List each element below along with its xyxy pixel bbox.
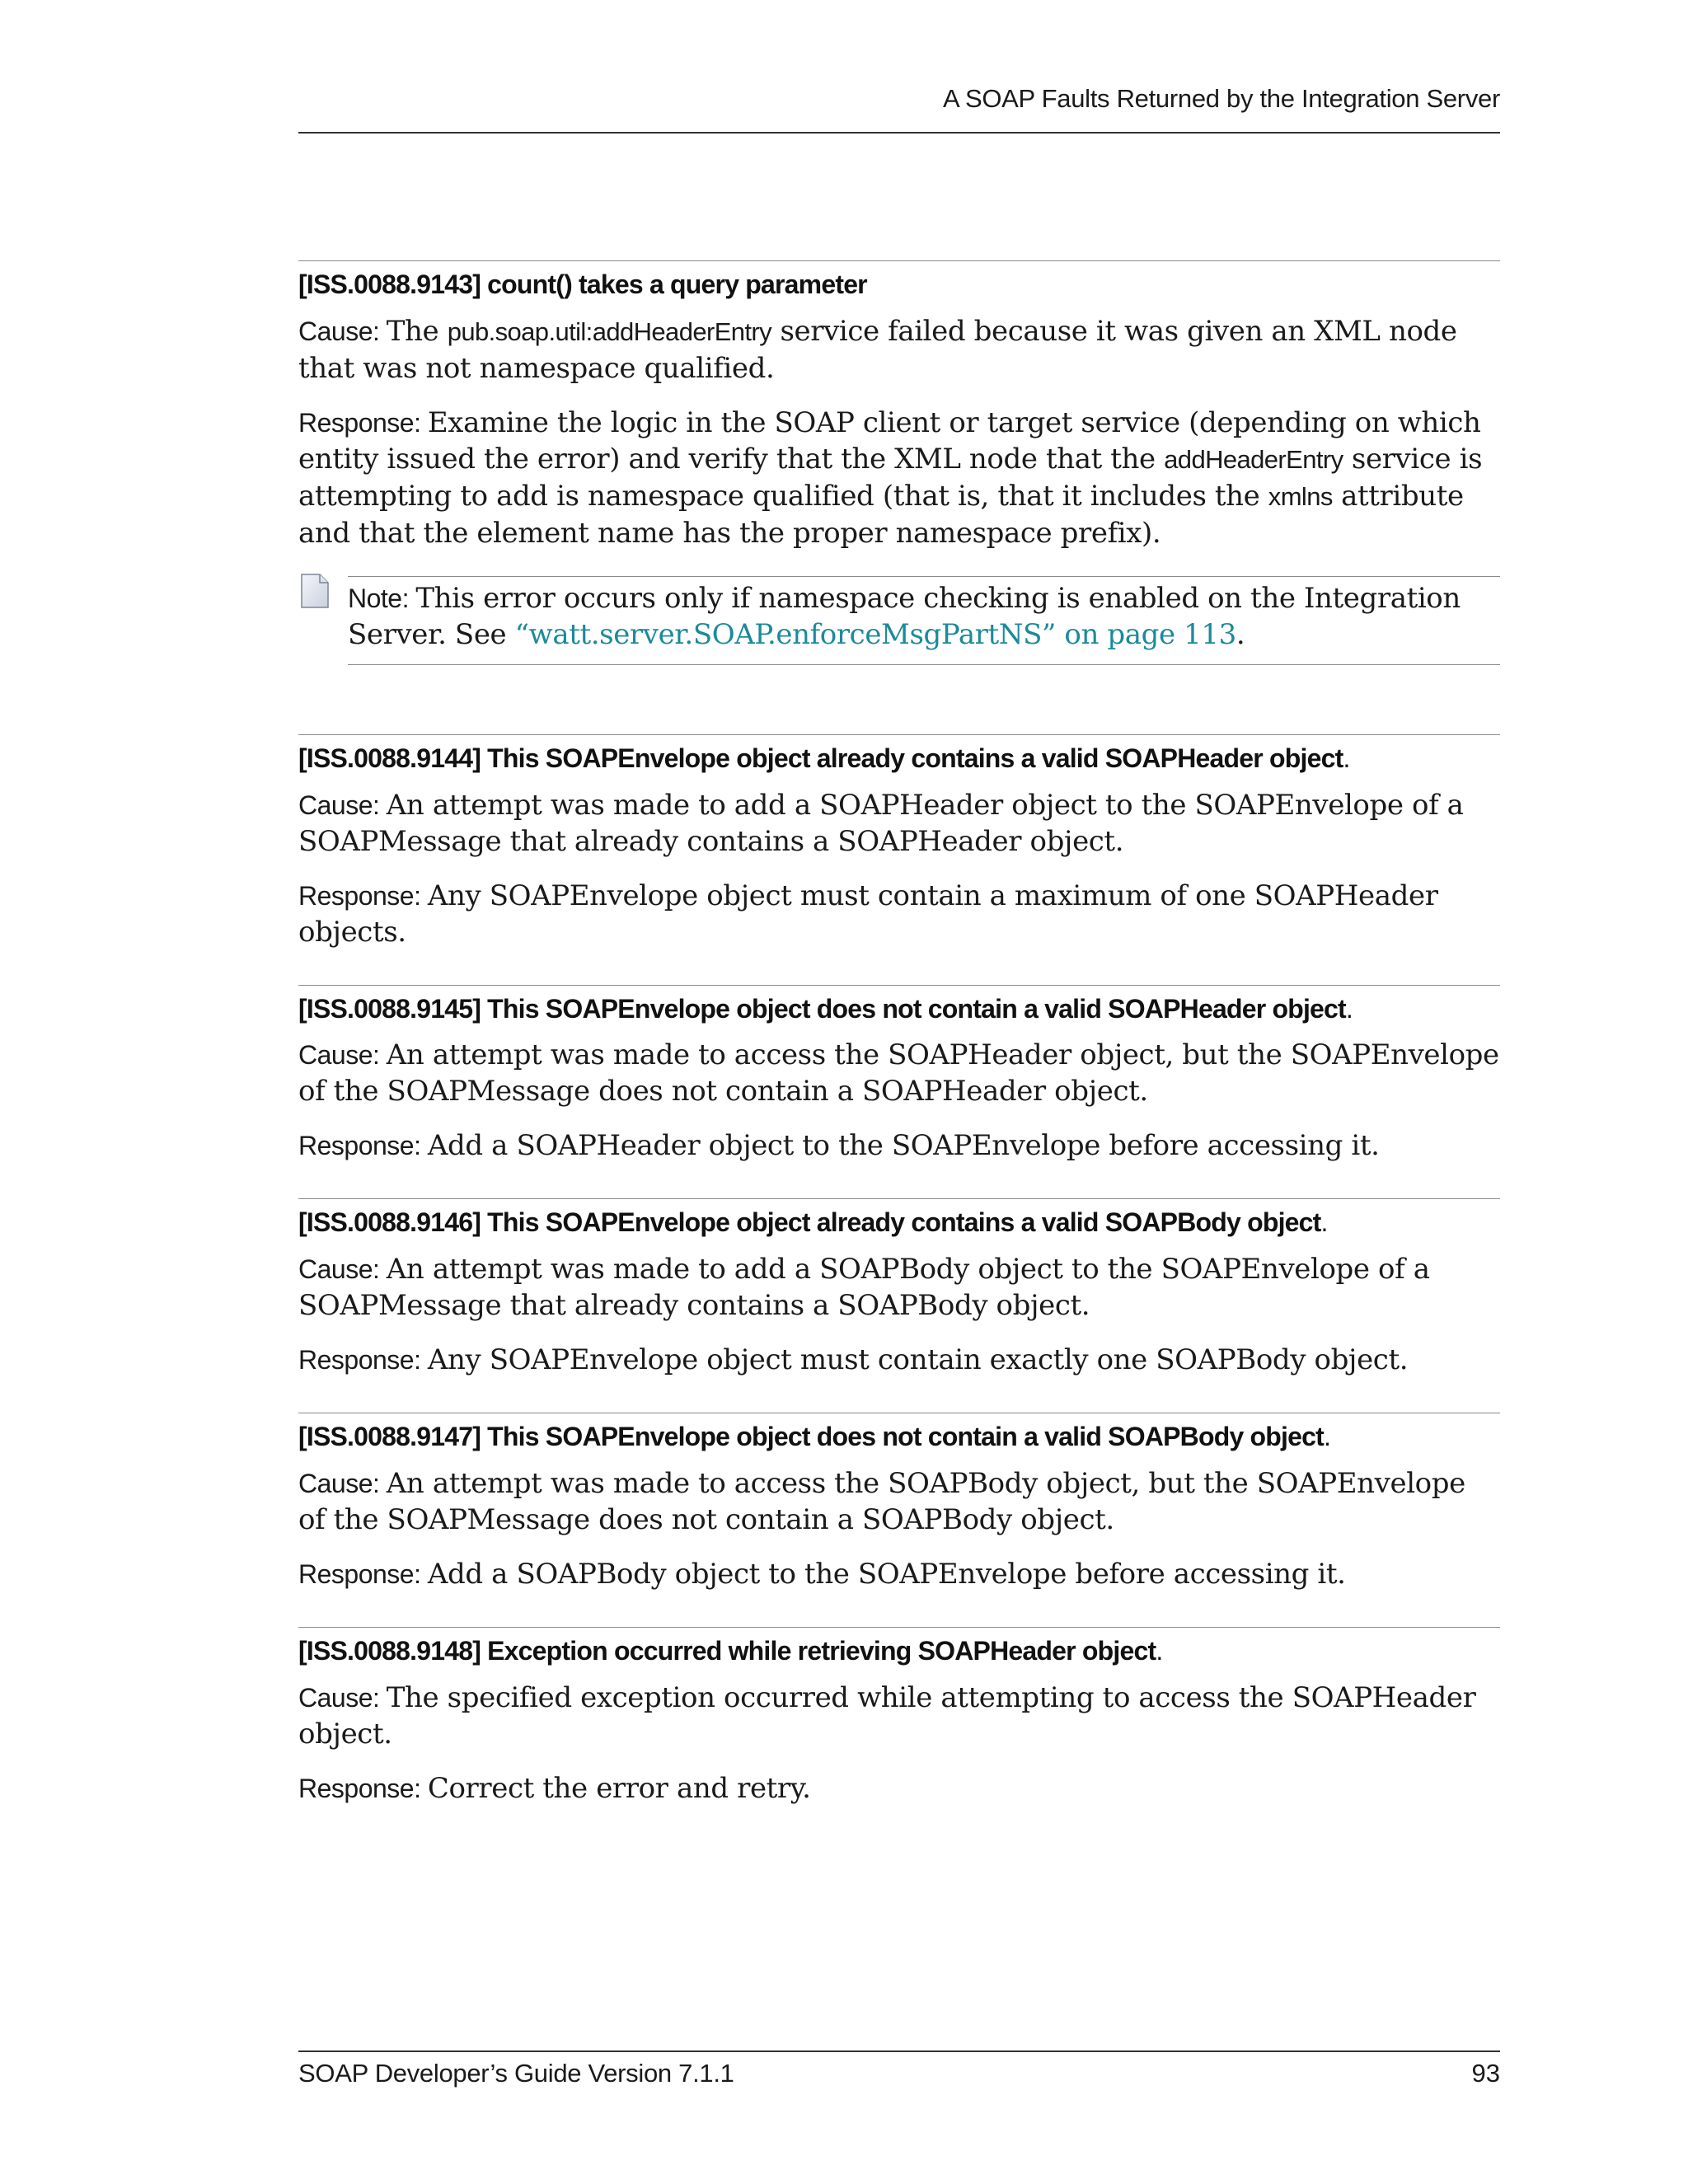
cause-label: Cause [298, 1040, 373, 1071]
cause-paragraph [298, 1037, 1500, 1109]
cause-paragraph [298, 1465, 1500, 1538]
cause-text: An attempt was made to add a SOAPHeader object to the SOAPEnvelope of a SOAPMessage that already contains a SOAPHeader object. [298, 788, 1464, 858]
label-colon: : [414, 1558, 428, 1589]
label-colon: : [373, 790, 387, 820]
error-entry [298, 1413, 1500, 1592]
response-text: Any SOAPEnvelope object must contain a maximum of one SOAPHeader objects. [298, 879, 1438, 949]
response-paragraph [298, 1127, 1500, 1164]
error-title [298, 1204, 1500, 1241]
note-paragraph [348, 580, 1500, 653]
service-name: pub.soap.util:addHeaderEntry [447, 316, 772, 346]
label-colon: : [414, 1131, 428, 1161]
cause-label: Cause [298, 1468, 373, 1498]
note-page-icon [300, 573, 330, 609]
error-title [298, 991, 1500, 1028]
response-text: service is attempting to add is namespace qualified (that is, that it includes the [298, 442, 1483, 513]
response-paragraph [298, 1342, 1500, 1378]
error-title: [ISS.0088.9143] count() takes a query parameter [298, 269, 867, 299]
cause-text: The specified exception occurred while attempting to access the SOAPHeader object. [298, 1680, 1476, 1750]
cause-text: service failed because it was given an XML node that was not namespace qualified. [298, 314, 1457, 385]
title-period: . [1156, 1635, 1163, 1666]
cause-paragraph [298, 1251, 1500, 1324]
error-title-text: [ISS.0088.9147] This SOAPEnvelope object does not contain a valid SOAPBody object [298, 1422, 1324, 1452]
response-text: Add a SOAPBody object to the SOAPEnvelope before accessing it. [427, 1557, 1346, 1591]
cause-paragraph [298, 1680, 1500, 1752]
cause-label: Cause [298, 1254, 373, 1285]
label-colon: : [414, 1773, 428, 1803]
page-number: 93 [1471, 2059, 1500, 2088]
cause-paragraph [298, 787, 1500, 860]
error-title-text: [ISS.0088.9146] This SOAPEnvelope object already contains a valid SOAPBody object [298, 1207, 1321, 1238]
cause-text: An attempt was made to add a SOAPBody object to the SOAPEnvelope of a SOAPMessage that already contains a SOAPBody object. [298, 1253, 1430, 1323]
response-text: Correct the error and retry. [427, 1771, 811, 1805]
error-entry [298, 734, 1500, 950]
cause-text: The [386, 314, 448, 348]
response-text: attribute and that the element name has the proper namespace prefix). [298, 479, 1464, 550]
footer-guide-title: SOAP Developer’s Guide Version 7.1.1 [298, 2059, 734, 2088]
attribute-name: xmlns [1268, 481, 1333, 511]
cause-text: An attempt was made to access the SOAPHeader object, but the SOAPEnvelope of the SOAPMessage does not contain a SOAPHeader object. [298, 1038, 1499, 1108]
label-colon: : [414, 880, 428, 911]
error-entry [298, 1627, 1500, 1807]
response-paragraph [298, 1770, 1500, 1807]
error-title-text: [ISS.0088.9148] Exception occurred while retrieving SOAPHeader object [298, 1635, 1156, 1666]
footer-rule [298, 2050, 1500, 2052]
cause-paragraph [298, 313, 1500, 387]
response-paragraph [298, 1556, 1500, 1592]
title-period: . [1320, 1207, 1328, 1238]
cause-label: Cause [298, 316, 373, 346]
error-title-text: [ISS.0088.9144] This SOAPEnvelope object already contains a valid SOAPHeader object [298, 743, 1343, 773]
label-colon: : [373, 1254, 387, 1285]
response-text: Add a SOAPHeader object to the SOAPEnvelope before accessing it. [427, 1129, 1380, 1163]
label-colon: : [373, 316, 387, 346]
response-label: Response [298, 1558, 415, 1589]
response-text: Examine the logic in the SOAP client or target service (depending on which entity issued the error) and verify that the XML node that the [298, 405, 1481, 476]
label-colon: : [373, 1468, 387, 1498]
cause-label: Cause [298, 790, 373, 820]
label-colon: : [401, 583, 416, 613]
note-text: . [1236, 617, 1245, 651]
response-label: Response [298, 1131, 415, 1161]
running-header: A SOAP Faults Returned by the Integration Server [942, 84, 1500, 113]
title-period: . [1323, 1422, 1331, 1452]
cross-reference-link[interactable]: “watt.server.SOAP.enforceMsgPartNS” on page 113 [514, 617, 1236, 651]
cause-label: Cause [298, 1682, 373, 1713]
label-colon: : [414, 1345, 428, 1376]
response-label: Response [298, 1345, 415, 1376]
service-name: addHeaderEntry [1164, 444, 1343, 474]
error-entry [298, 1198, 1500, 1378]
error-title [298, 1633, 1500, 1670]
error-title [298, 740, 1500, 777]
error-entry [298, 260, 1500, 665]
response-label: Response [298, 880, 415, 911]
label-colon: : [373, 1040, 387, 1071]
note-text: This error occurs only if namespace checking is enabled on the Integration Server. See [348, 581, 1461, 651]
response-paragraph [298, 405, 1500, 551]
header-rule [298, 132, 1500, 134]
error-title [298, 1418, 1500, 1455]
cause-text: An attempt was made to access the SOAPBody object, but the SOAPEnvelope of the SOAPMessage does not contain a SOAPBody object. [298, 1466, 1465, 1536]
response-label: Response [298, 407, 415, 438]
title-period: . [1345, 993, 1353, 1024]
response-paragraph [298, 878, 1500, 950]
error-list [298, 260, 1500, 1841]
note-box [348, 576, 1500, 665]
label-colon: : [373, 1682, 387, 1713]
error-title-text: [ISS.0088.9145] This SOAPEnvelope object does not contain a valid SOAPHeader object [298, 993, 1346, 1024]
response-label: Response [298, 1773, 415, 1803]
error-entry [298, 985, 1500, 1165]
response-text: Any SOAPEnvelope object must contain exactly one SOAPBody object. [427, 1343, 1409, 1377]
label-colon: : [414, 407, 428, 438]
note-label: Note [348, 583, 402, 613]
title-period: . [1343, 743, 1350, 773]
note-block [298, 576, 1500, 665]
document-page [298, 0, 1500, 2184]
